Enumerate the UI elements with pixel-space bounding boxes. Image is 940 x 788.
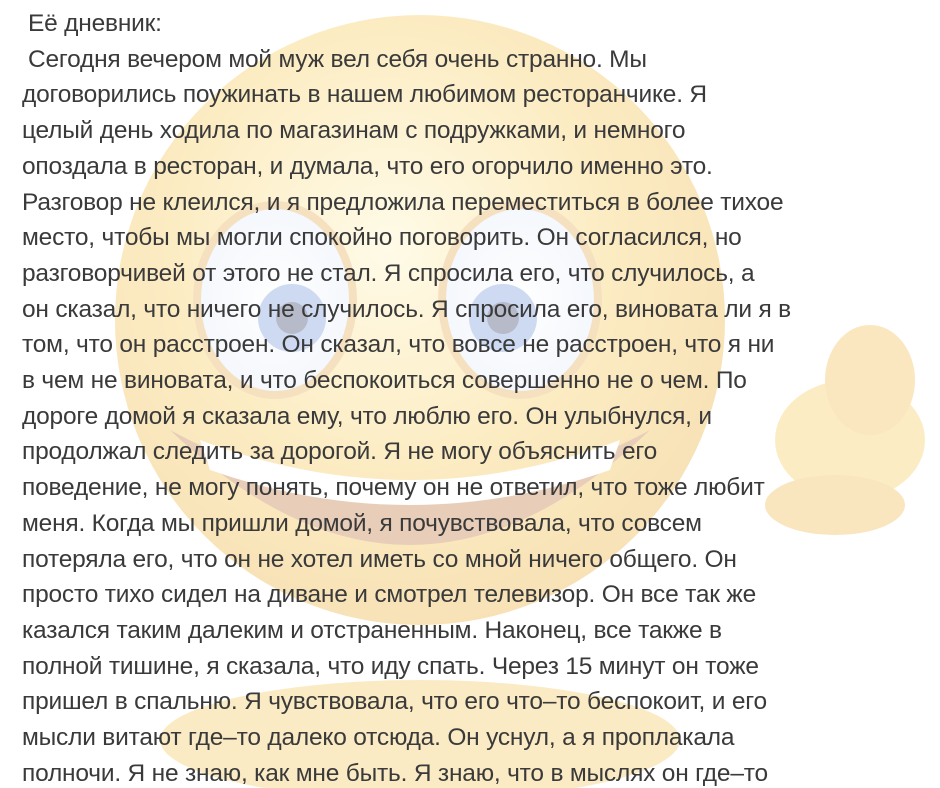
diary-title: Её дневник:	[28, 10, 162, 37]
diary-line: том, что он расстроен. Он сказал, что вовсе не расстроен, что я ни	[22, 331, 775, 359]
diary-line: полночи. Я не знаю, как мне быть. Я знаю, что в мыслях он где–то	[22, 759, 768, 787]
diary-line: пришел в спальню. Я чувствовала, что его что–то беспокоит, и его	[22, 688, 767, 716]
diary-line: полной тишине, я сказала, что иду спать. Через 15 минут он тоже	[22, 652, 759, 680]
diary-line: мысли витают где–то далеко отсюда. Он уснул, а я проплакала	[22, 724, 735, 752]
diary-line: продолжал следить за дорогой. Я не могу объяснить его	[22, 438, 658, 466]
diary-line: Сегодня вечером мой муж вел себя очень странно. Мы	[28, 45, 647, 73]
diary-text	[22, 6, 926, 788]
diary-line: дороге домой я сказала ему, что люблю его. Он улыбнулся, и	[22, 402, 712, 430]
diary-line: опоздала в ресторан, и думала, что его огорчило именно это.	[22, 152, 713, 180]
diary-line: потеряла его, что он не хотел иметь со мной ничего общего. Он	[22, 545, 737, 573]
diary-line: в чем не виновата, и что беспокоиться совершенно не о чем. По	[22, 367, 747, 395]
diary-line: поведение, не могу понять, почему он не ответил, что тоже любит	[22, 474, 765, 502]
diary-line: казался таким далеким и отстраненным. Наконец, все также в	[22, 616, 722, 644]
diary-line: место, чтобы мы могли спокойно поговорить. Он согласился, но	[22, 224, 742, 252]
diary-line: Разговор не клеился, и я предложила переместиться в более тихое	[22, 188, 784, 216]
diary-line: просто тихо сидел на диване и смотрел телевизор. Он все так же	[22, 581, 757, 609]
diary-line: разговорчивей от этого не стал. Я спросила его, что случилось, а	[22, 259, 755, 287]
diary-line: меня. Когда мы пришли домой, я почувствовала, что совсем	[22, 509, 702, 537]
diary-line: договорились поужинать в нашем любимом ресторанчике. Я	[22, 81, 707, 109]
diary-line: целый день ходила по магазинам с подружками, и немного	[22, 117, 686, 145]
diary-line: он сказал, что ничего не случилось. Я спросила его, виновата ли я в	[22, 295, 791, 323]
